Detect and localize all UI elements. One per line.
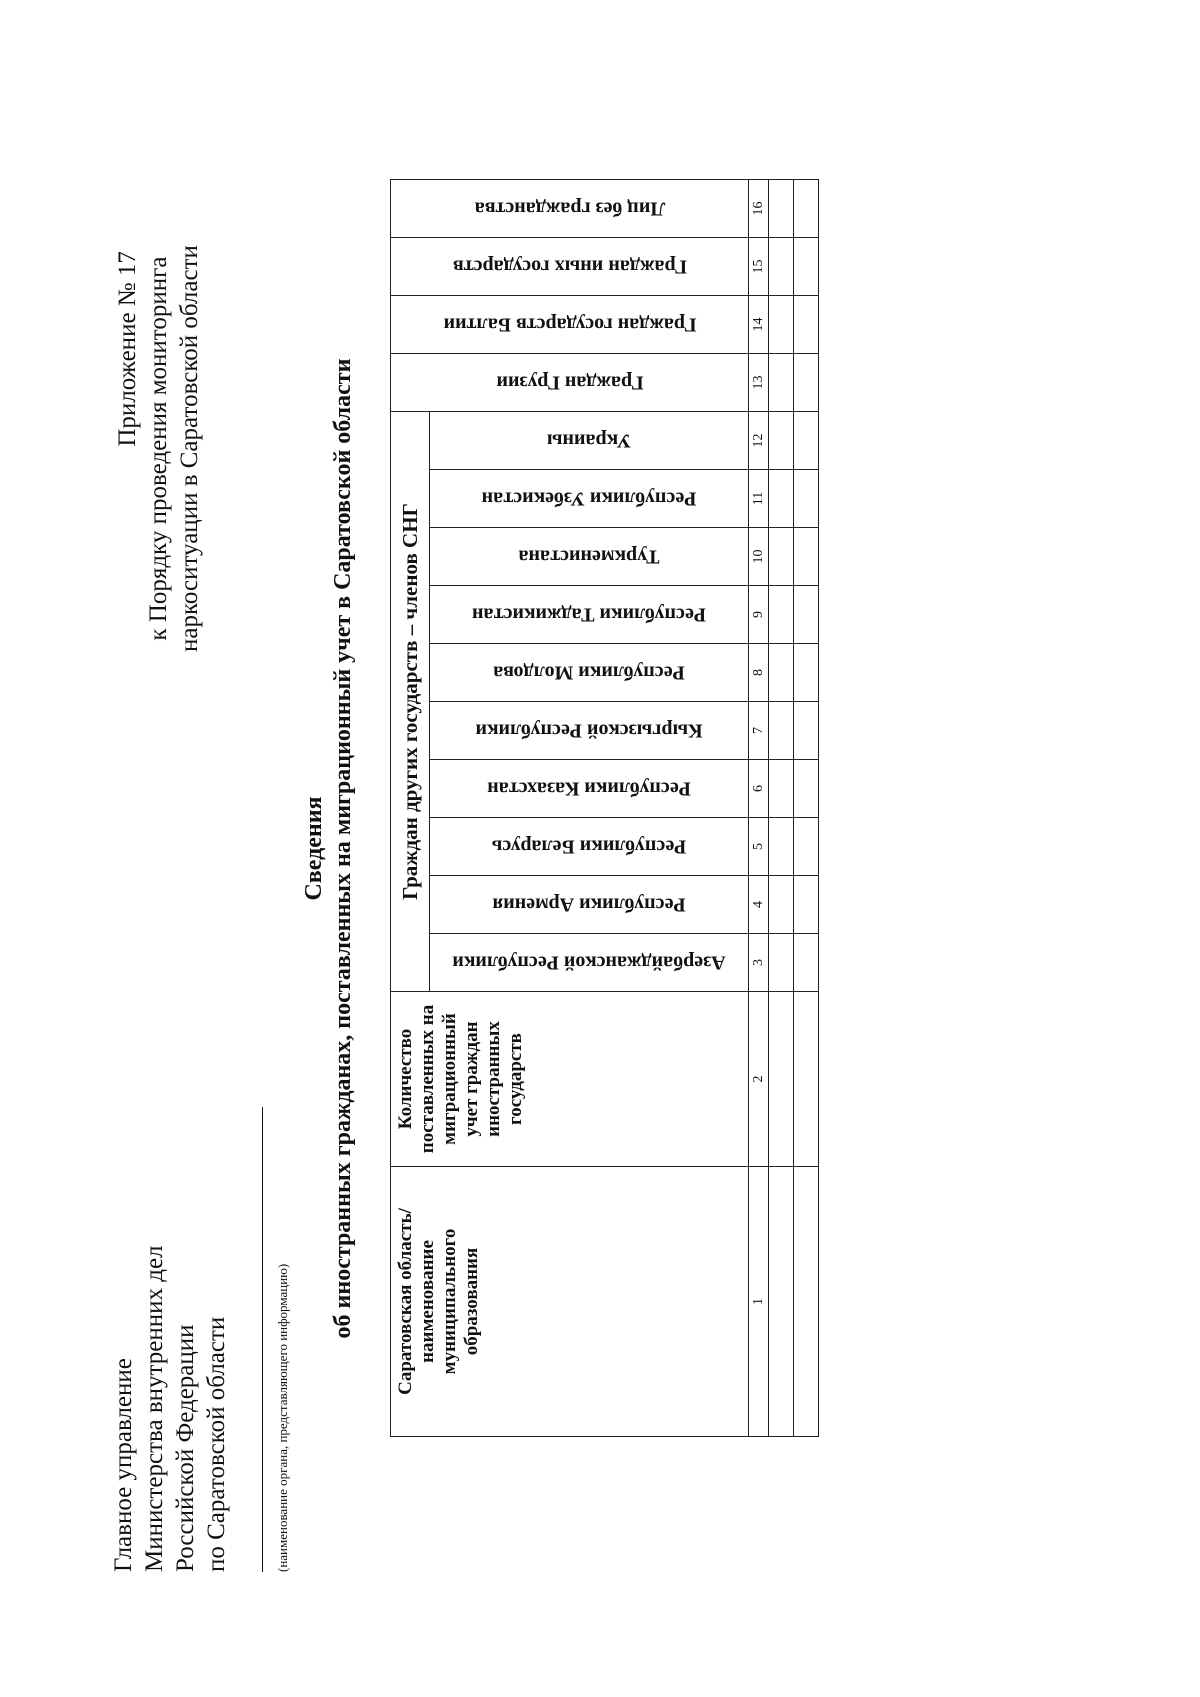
- table-cell: [794, 180, 819, 238]
- header-uzbekistan: [430, 470, 749, 528]
- column-number: 2: [749, 992, 769, 1167]
- column-number: 4: [749, 876, 769, 934]
- header-cis-group: Граждан других государств – членов СНГ: [391, 412, 430, 992]
- org-line: Министерства внутренних дел: [141, 1245, 168, 1572]
- table-cell: [769, 296, 794, 354]
- org-underline: [262, 1107, 263, 1572]
- table-cell: [794, 412, 819, 470]
- table-cell: [794, 644, 819, 702]
- appendix-line: к Порядку проведения мониторинга: [145, 256, 172, 641]
- table-cell: [794, 470, 819, 528]
- table-cell: [769, 818, 794, 876]
- table-cell: [794, 702, 819, 760]
- column-number: 10: [749, 528, 769, 586]
- header-turkmenistan-label: Туркменистана: [518, 546, 660, 568]
- header-azerbaijan: [430, 934, 749, 992]
- table-cell: [769, 876, 794, 934]
- table-cell: [769, 992, 794, 1167]
- header-armenia-label: Республики Армения: [492, 894, 686, 916]
- table-cell: [769, 528, 794, 586]
- appendix-line: наркоситуации в Саратовской области: [176, 245, 203, 652]
- header-other-states: [391, 238, 749, 296]
- column-number: 12: [749, 412, 769, 470]
- header-moldova: [430, 644, 749, 702]
- header-armenia: [430, 876, 749, 934]
- appendix-number: Приложение № 17: [114, 251, 141, 447]
- header-turkmenistan: [430, 528, 749, 586]
- table-cell: [794, 992, 819, 1167]
- org-line: Главное управление: [110, 1358, 137, 1572]
- column-number: 3: [749, 934, 769, 992]
- table-cell: [794, 238, 819, 296]
- table-row: [794, 180, 819, 1437]
- title-line-1: Сведения: [301, 796, 327, 901]
- org-note: (наименование органа, представляющего информацию): [275, 1263, 290, 1572]
- column-number: 14: [749, 296, 769, 354]
- header-moldova-label: Республики Молдова: [493, 662, 685, 684]
- column-number: 8: [749, 644, 769, 702]
- header-tajikistan: [430, 586, 749, 644]
- header-azerbaijan-label: Азербайджанской Республики: [452, 952, 726, 974]
- header-municipality: Саратовская область/ наименование муниципального образования: [391, 1167, 749, 1437]
- table-cell: [769, 354, 794, 412]
- table-cell: [769, 702, 794, 760]
- header-georgia-label: Граждан Грузии: [495, 372, 644, 394]
- column-number: 11: [749, 470, 769, 528]
- table-cell: [769, 644, 794, 702]
- header-stateless-label: Лиц без гражданства: [474, 198, 665, 220]
- column-number: 16: [749, 180, 769, 238]
- table-cell: [769, 934, 794, 992]
- header-ukraine-label: Украины: [546, 430, 632, 452]
- table-cell: [794, 354, 819, 412]
- table-cell: [769, 180, 794, 238]
- column-number: 13: [749, 354, 769, 412]
- header-other-states-label: Граждан иных государств: [452, 256, 687, 278]
- header-stateless: [391, 180, 749, 238]
- column-number: 7: [749, 702, 769, 760]
- header-baltic-label: Граждан государств Балтии: [443, 314, 696, 336]
- header-kazakhstan-label: Республики Казахстан: [487, 778, 691, 800]
- table-cell: [769, 470, 794, 528]
- column-number: 1: [749, 1167, 769, 1437]
- title-line-2: об иностранных гражданах, поставленных на миграционный учет в Саратовской области: [330, 358, 356, 1339]
- header-kyrgyzstan: [430, 702, 749, 760]
- organization-block: [108, 1245, 232, 1572]
- column-number: 9: [749, 586, 769, 644]
- header-uzbekistan-label: Республики Узбекистан: [481, 488, 697, 510]
- table-cell: [769, 586, 794, 644]
- header-belarus-label: Республики Беларусь: [491, 836, 687, 858]
- header-kyrgyzstan-label: Кыргызской Республики: [475, 720, 703, 742]
- table-cell: [769, 238, 794, 296]
- header-count: Количество поставленных на миграционный учет граждан иностранных государств: [391, 992, 749, 1167]
- header-georgia: [391, 354, 749, 412]
- migration-table: [390, 179, 819, 1437]
- appendix-block: [112, 245, 205, 652]
- org-line: по Саратовской области: [203, 1316, 230, 1572]
- document-title: [300, 0, 358, 1697]
- column-numbers-row: [749, 180, 769, 1437]
- table-cell: [794, 586, 819, 644]
- table-cell: [769, 1167, 794, 1437]
- table-cell: [794, 1167, 819, 1437]
- org-line: Российской Федерации: [172, 1324, 199, 1572]
- table-cell: [794, 528, 819, 586]
- table-cell: [769, 760, 794, 818]
- column-number: 5: [749, 818, 769, 876]
- table-cell: [794, 760, 819, 818]
- header-kazakhstan: [430, 760, 749, 818]
- table-cell: [794, 818, 819, 876]
- header-ukraine: [430, 412, 749, 470]
- header-baltic: [391, 296, 749, 354]
- table-cell: [769, 412, 794, 470]
- header-belarus: [430, 818, 749, 876]
- table-cell: [794, 934, 819, 992]
- column-number: 15: [749, 238, 769, 296]
- table-cell: [794, 876, 819, 934]
- table-row: [769, 180, 794, 1437]
- table-cell: [794, 296, 819, 354]
- header-tajikistan-label: Республики Таджикистан: [471, 604, 707, 626]
- column-number: 6: [749, 760, 769, 818]
